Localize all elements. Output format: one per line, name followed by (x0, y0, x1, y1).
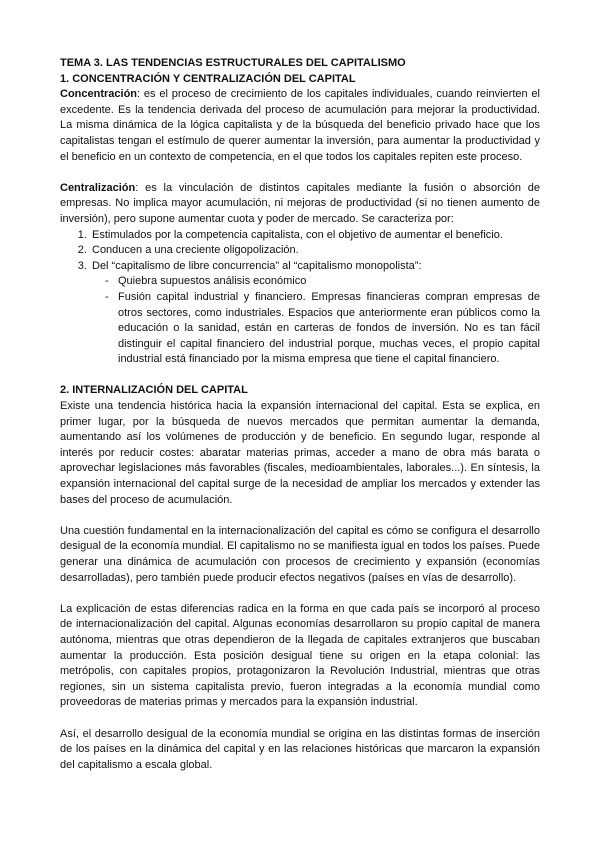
document-page (60, 55, 540, 773)
characteristics-list (60, 228, 540, 275)
list-item: 1. Estimulados por la competencia capitalista, con el objetivo de aumentar el beneficio. (90, 228, 540, 244)
paragraph-gap (60, 711, 540, 727)
centralizacion-text: : es la vinculación de distintos capitales mediante la fusión o absorción de empresas. No implica mayor acumulación, ni mejoras de productividad (si no tienen aumento de inversión), pero supone aumentar cuota y poder de mercado. Se caracteriza por: (60, 181, 540, 225)
section-2-paragraph: Existe una tendencia histórica hacia la expansión internacional del capital. Esta se explica, en primer lugar, por la búsqueda de nuevos mercados que permitan aumentar la demanda, aumentando así los volúmenes de producción y de beneficio. En segundo lugar, responde al interés por reducir costes: abaratar materias primas, acceder a mano de obra más barata o aprovechar legislaciones más favorables (fiscales, medioambientales, laborales...). En síntesis, la expansión internacional del capital surge de la necesidad de ampliar los mercados y extender las bases del proceso de acumulación. (60, 400, 540, 506)
section-2-paragraph: Una cuestión fundamental en la internacionalización del capital es cómo se configura el desarrollo desigual de la economía mundial. El capitalismo no se manifiesta igual en todos los países. Puede generar una dinámica de acumulación con procesos de crecimiento y expansión (economías desarrolladas), pero también puede producir efectos negativos (países en vías de desarrollo). (60, 524, 541, 584)
concentracion-text: : es el proceso de crecimiento de los capitales individuales, cuando reinvierten el excedente. Es la tendencia derivada del proceso de acumulación para mejorar la productividad. La misma dinámica de la lógica capitalista y de la búsqueda del beneficio privado hace que los capitalistas tengan el estímulo de querer aumentar la inversión, para aumentar la productividad y el beneficio en un contexto de competencia, en el que todos los capitales repiten este proceso. (60, 88, 540, 163)
centralizacion-term: Centralización (60, 181, 136, 194)
paragraph-gap (60, 508, 540, 524)
concentracion-term: Concentración (60, 88, 138, 101)
document-title: TEMA 3. LAS TENDENCIAS ESTRUCTURALES DEL CAPITALISMO (60, 57, 406, 69)
monopoly-sublist (60, 274, 540, 368)
list-item: 2. Conducen a una creciente oligopolización. (90, 243, 540, 259)
section-2-paragraph: Así, el desarrollo desigual de la economía mundial se origina en las distintas formas de inserción de los países en la dinámica del capital y en las relaciones históricas que marcaron la expansión del capitalismo a escala global. (60, 727, 540, 771)
section-2-heading: 2. INTERNALIZACIÓN DEL CAPITAL (60, 384, 248, 397)
centralizacion-paragraph (60, 181, 540, 228)
section-2-paragraph: La explicación de estas diferencias radica en la forma en que cada país se incorporó al proceso de internacionalización del capital. Algunas economías desarrollaron su propio capital de manera autónoma, mientras que otras dependieron de la llegada de capitales extranjeros que buscaban aumentar la producción. Esta posición desigual tiene su origen en la etapa colonial: las metrópolis, con capitales propios, protagonizaron la Revolución Industrial, mientras que otras regiones, sin un sistema capitalista previo, fueron integradas a la economía mundial como proveedoras de materias primas y mercados para la expansión industrial. (60, 602, 540, 709)
sublist-item: - Fusión capital industrial y financiero. Empresas financieras compran empresas de otros sectores, como industriales. Espacios que anteriormente eran públicos como la educación o la sanidad, están en carteras de fondos de inversión. No es tan fácil distinguir el capital financiero del industrial porque, muchas veces, el propio capital industrial está financiado por la misma empresa que tiene el capital financiero. (118, 290, 540, 368)
list-item-text: Del “capitalismo de libre concurrencia” al “capitalismo monopolista”: (92, 259, 422, 272)
concentracion-paragraph (60, 87, 540, 165)
section-1-heading: 1. CONCENTRACIÓN Y CENTRALIZACIÓN DEL CAPITAL (60, 72, 356, 85)
sublist-item: - Quiebra supuestos análisis económico (118, 274, 540, 290)
paragraph-gap (60, 165, 540, 181)
list-item (90, 259, 540, 275)
paragraph-gap (60, 586, 540, 602)
